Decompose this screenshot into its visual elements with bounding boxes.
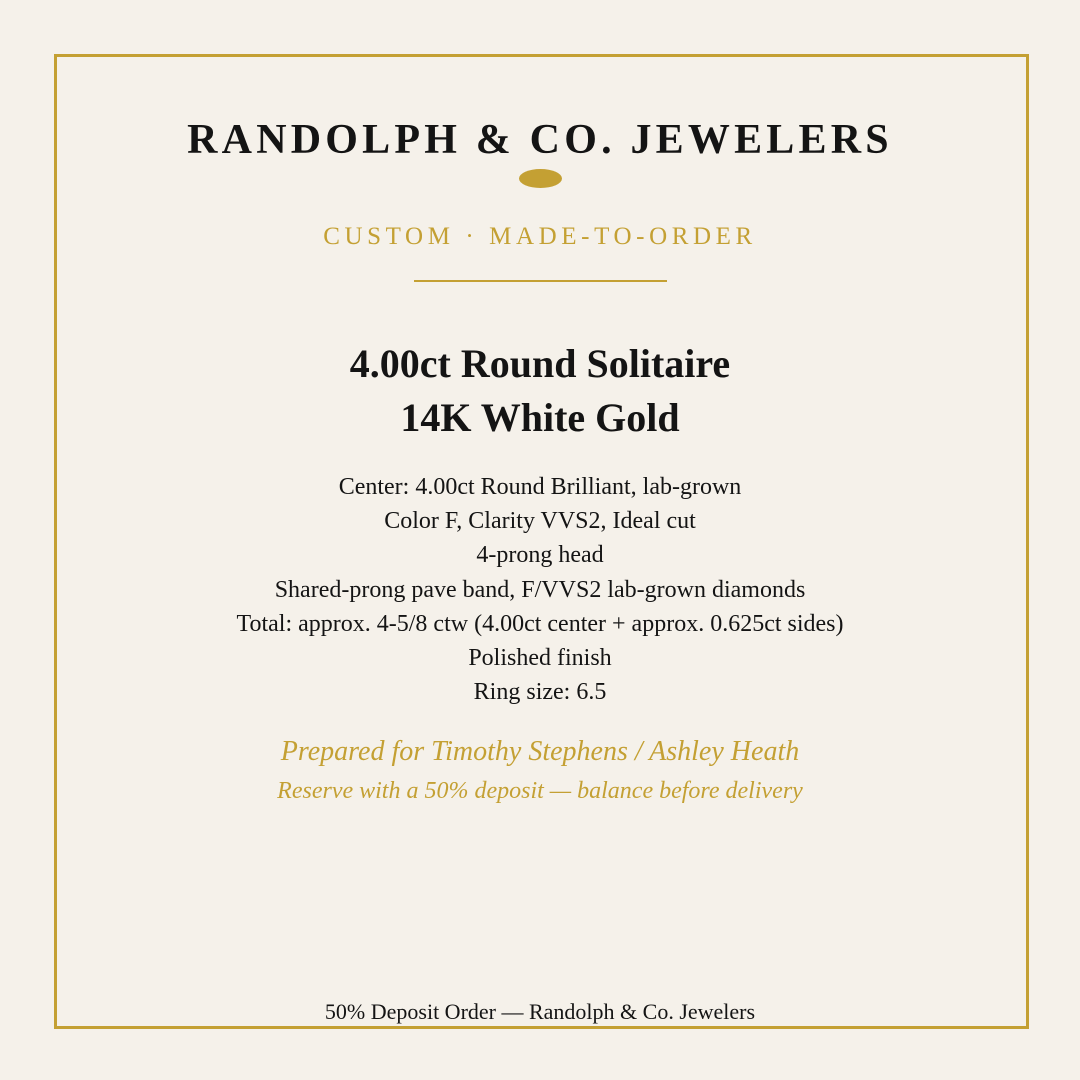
footer-text: 50% Deposit Order — Randolph & Co. Jewelers [324, 999, 756, 1024]
spec-line-ring-size: Ring size: 6.5 [473, 679, 607, 706]
deposit-note: Reserve with a 50% deposit — balance before delivery [277, 778, 803, 804]
spec-line-total: Total: approx. 4-5/8 ctw (4.00ct center + approx. 0.625ct sides) [236, 610, 844, 637]
prepared-for-line: Prepared for Timothy Stephens / Ashley Heath [280, 736, 800, 767]
brand-name: RANDOLPH & CO. JEWELERS [187, 117, 893, 163]
spec-list [0, 470, 1080, 709]
gem-ornament-icon [519, 169, 562, 188]
divider-rule [414, 280, 667, 282]
brand-tagline: CUSTOM · MADE-TO-ORDER [323, 223, 757, 250]
product-title-line2: 14K White Gold [400, 395, 680, 440]
product-title-line1: 4.00ct Round Solitaire [349, 341, 731, 386]
spec-line-center: Center: 4.00ct Round Brilliant, lab-grown [338, 474, 742, 500]
spec-line-finish: Polished finish [468, 645, 612, 672]
spec-line-band: Shared-prong pave band, F/VVS2 lab-grown diamonds [274, 576, 806, 603]
spec-line-grade: Color F, Clarity VVS2, Ideal cut [384, 508, 696, 535]
spec-line-head: 4-prong head [476, 542, 604, 569]
